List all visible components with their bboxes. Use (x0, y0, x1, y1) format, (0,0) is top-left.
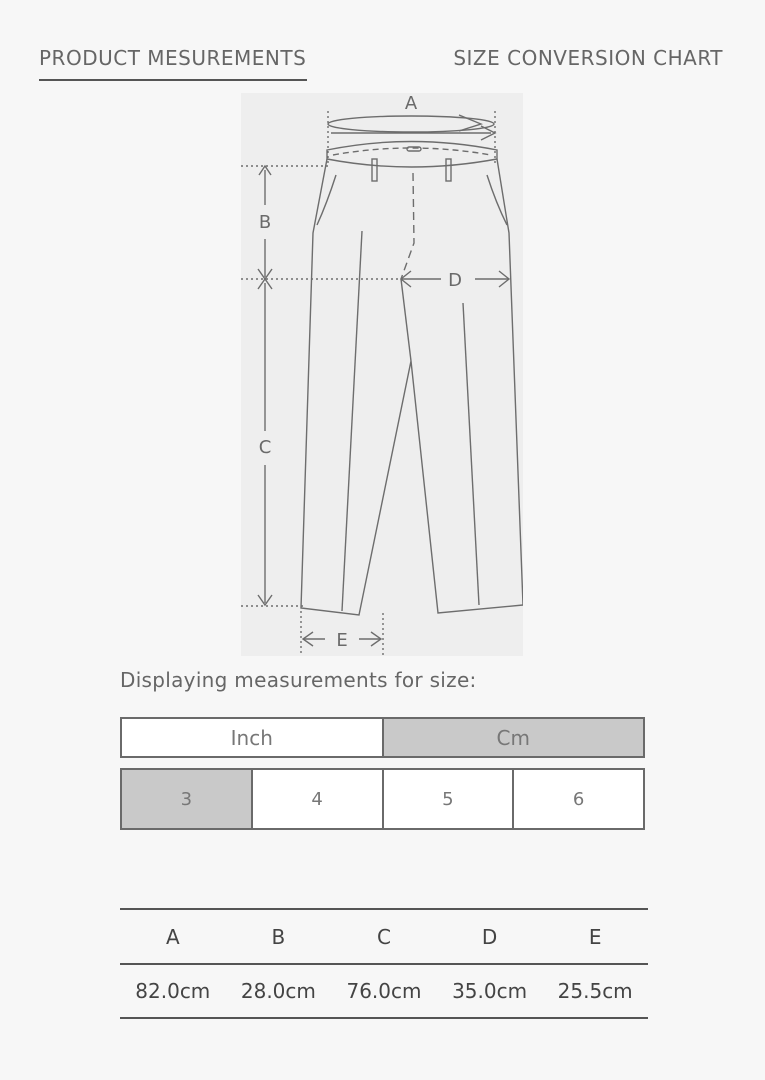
trouser-illustration (241, 93, 523, 656)
table-bottom-rule (120, 1017, 648, 1019)
unit-toggle (120, 717, 645, 758)
value-e: 25.5cm (557, 979, 633, 1003)
label-c: C (258, 437, 272, 458)
label-e: E (336, 630, 348, 651)
size-5-button[interactable]: 5 (384, 768, 515, 830)
size-selector (120, 768, 645, 830)
trouser-measurement-diagram (241, 93, 523, 656)
size-4-button[interactable]: 4 (253, 768, 384, 830)
header-e: E (588, 924, 602, 949)
size-caption: Displaying measurements for size: (120, 668, 477, 692)
header-c: C (377, 924, 391, 949)
unit-inch-button[interactable]: Inch (120, 717, 384, 758)
label-a: A (404, 93, 418, 114)
active-tab-underline (39, 79, 307, 81)
size-6-button[interactable]: 6 (514, 768, 645, 830)
value-b: 28.0cm (240, 979, 316, 1003)
header-a: A (165, 924, 180, 949)
measurement-table (120, 908, 648, 1019)
tab-size-conversion-chart[interactable]: SIZE CONVERSION CHART (453, 46, 723, 70)
value-d: 35.0cm (452, 979, 528, 1003)
label-d: D (448, 270, 462, 291)
table-header-row (120, 910, 648, 963)
value-c: 76.0cm (346, 979, 422, 1003)
header-b: B (271, 924, 286, 949)
unit-cm-button[interactable]: Cm (384, 717, 646, 758)
size-3-button[interactable]: 3 (120, 768, 253, 830)
header-d: D (481, 924, 498, 949)
tab-product-measurements[interactable]: PRODUCT MESUREMENTS (39, 46, 307, 70)
label-b: B (258, 212, 272, 233)
table-value-row (120, 965, 648, 1017)
value-a: 82.0cm (135, 979, 211, 1003)
